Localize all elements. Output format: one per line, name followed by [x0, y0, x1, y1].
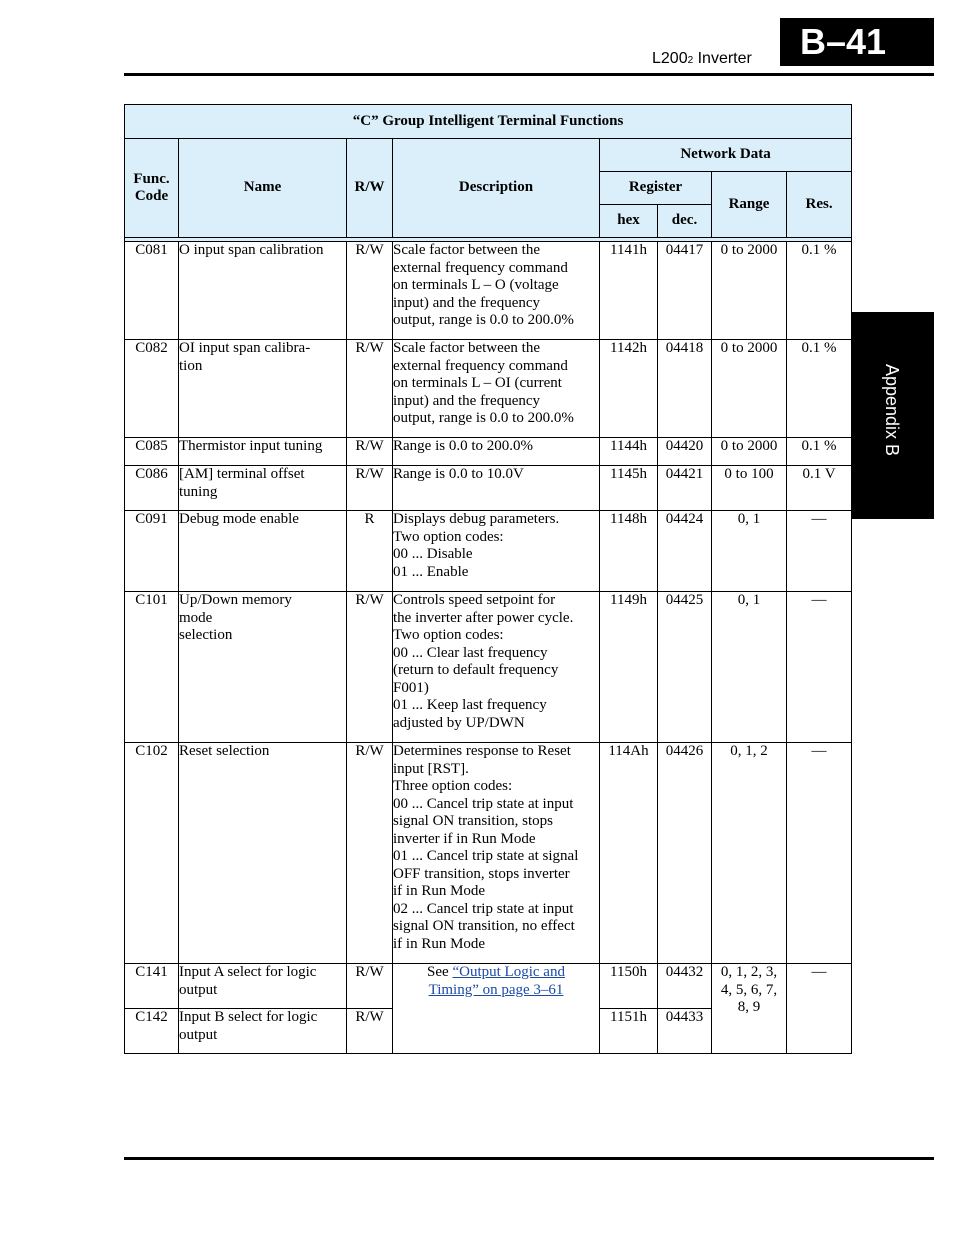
description-line: 02 ... Cancel trip state at input [393, 900, 574, 917]
name-cell [179, 242, 347, 340]
description-line: 00 ... Clear last frequency [393, 644, 548, 661]
name-cell [179, 1009, 347, 1054]
description-line: Two option codes: [393, 528, 504, 545]
range-cell: 0 to 2000 [712, 242, 787, 340]
description-cell [393, 466, 600, 511]
dec-cell: 04425 [658, 592, 712, 743]
col-res: Res. [787, 172, 852, 238]
hex-cell: 1148h [600, 511, 658, 592]
name-line: Reset selection [179, 743, 270, 759]
name-cell [179, 592, 347, 743]
description-line: F001) [393, 679, 429, 696]
description-line: Displays debug parameters. [393, 511, 560, 527]
name-cell [179, 340, 347, 438]
col-range: Range [712, 172, 787, 238]
output-logic-link-line2[interactable]: Timing” on page 3–61 [428, 981, 564, 998]
output-logic-link[interactable]: “Output Logic and [452, 964, 565, 980]
description-cell [393, 743, 600, 964]
range-cell: 0, 1 [712, 592, 787, 743]
res-cell: — [787, 511, 852, 592]
hex-cell: 1150h [600, 964, 658, 1009]
func-code-cell: C101 [125, 592, 179, 743]
col-rw: R/W [347, 139, 393, 238]
res-cell: 0.1 % [787, 438, 852, 466]
page-number-box [780, 18, 934, 66]
col-dec: dec. [658, 205, 712, 238]
description-cell [393, 242, 600, 340]
description-cell [393, 592, 600, 743]
product-suffix: Inverter [693, 50, 752, 67]
rw-cell: R/W [347, 1009, 393, 1054]
name-line: output [179, 981, 218, 998]
description-cell [393, 511, 600, 592]
dec-cell: 04417 [658, 242, 712, 340]
description-line: if in Run Mode [393, 935, 486, 952]
name-line: selection [179, 627, 233, 643]
table-caption: “C” Group Intelligent Terminal Functions [125, 105, 852, 139]
hex-cell: 1144h [600, 438, 658, 466]
table-row [125, 466, 852, 511]
hex-cell: 1142h [600, 340, 658, 438]
res-cell: 0.1 V [787, 466, 852, 511]
description-line: inverter if in Run Mode [393, 830, 536, 847]
dec-cell: 04420 [658, 438, 712, 466]
rw-cell: R/W [347, 242, 393, 340]
rw-cell: R/W [347, 438, 393, 466]
table-row [125, 511, 852, 592]
description-line: input) and the frequency [393, 392, 541, 409]
func-code-cell: C141 [125, 964, 179, 1009]
table-row [125, 592, 852, 743]
name-line: output [179, 1026, 218, 1043]
rw-cell: R [347, 511, 393, 592]
res-cell: — [787, 964, 852, 1054]
col-hex: hex [600, 205, 658, 238]
dec-cell: 04418 [658, 340, 712, 438]
description-line: Controls speed setpoint for [393, 592, 556, 608]
name-line: Input A select for logic [179, 964, 317, 980]
description-line: input [RST]. [393, 760, 469, 777]
hex-cell: 114Ah [600, 743, 658, 964]
description-line: external frequency command [393, 259, 568, 276]
hex-cell: 1149h [600, 592, 658, 743]
range-cell: 0, 1 [712, 511, 787, 592]
description-line: signal ON transition, stops [393, 813, 553, 829]
appendix-label: Appendix B [882, 364, 902, 457]
range-cell: 0, 1, 2 [712, 743, 787, 964]
page-number: B–41 [800, 21, 887, 62]
description-line: Scale factor between the [393, 340, 541, 356]
rw-cell: R/W [347, 340, 393, 438]
func-code-cell: C085 [125, 438, 179, 466]
description-line: OFF transition, stops inverter [393, 865, 570, 882]
func-code-cell: C102 [125, 743, 179, 964]
description-line: (return to default frequency [393, 662, 559, 678]
hex-cell: 1151h [600, 1009, 658, 1054]
rw-cell: R/W [347, 964, 393, 1009]
see-reference-cell [393, 964, 600, 1054]
name-cell [179, 438, 347, 466]
name-line: O input span calibration [179, 242, 324, 258]
description-line: the inverter after power cycle. [393, 609, 574, 626]
name-line: tion [179, 357, 203, 374]
description-line: on terminals L – OI (current [393, 375, 562, 391]
product-subscript: 2 [687, 55, 694, 66]
description-line: external frequency command [393, 357, 568, 374]
res-cell: 0.1 % [787, 340, 852, 438]
res-cell: — [787, 592, 852, 743]
hex-cell: 1145h [600, 466, 658, 511]
table-row [125, 438, 852, 466]
dec-cell: 04433 [658, 1009, 712, 1054]
product-name: L200 [652, 50, 688, 67]
rw-cell: R/W [347, 743, 393, 964]
dec-cell: 04424 [658, 511, 712, 592]
table-row [125, 340, 852, 438]
name-cell [179, 743, 347, 964]
hex-cell: 1141h [600, 242, 658, 340]
dec-cell: 04421 [658, 466, 712, 511]
name-cell [179, 511, 347, 592]
col-name: Name [179, 139, 347, 238]
description-line: Two option codes: [393, 627, 504, 643]
function-table [124, 104, 852, 1054]
name-line: OI input span calibra- [179, 340, 311, 356]
name-line: Up/Down memory [179, 592, 292, 608]
description-line: Determines response to Reset [393, 743, 571, 759]
name-line: Thermistor input tuning [179, 438, 323, 454]
range-cell: 0 to 2000 [712, 340, 787, 438]
footer-rule [124, 1157, 934, 1160]
description-line: if in Run Mode [393, 883, 486, 899]
table-row [125, 743, 852, 964]
description-line: input) and the frequency [393, 294, 541, 311]
name-line: mode [179, 609, 213, 626]
col-network-data: Network Data [600, 139, 852, 172]
description-line: Scale factor between the [393, 242, 541, 258]
dec-cell: 04432 [658, 964, 712, 1009]
rw-cell: R/W [347, 466, 393, 511]
dec-cell: 04426 [658, 743, 712, 964]
range-line: 0, 1, 2, 3, [720, 964, 778, 980]
description-line: Three option codes: [393, 778, 513, 794]
func-code-cell: C091 [125, 511, 179, 592]
func-code-cell: C081 [125, 242, 179, 340]
range-line: 8, 9 [737, 999, 761, 1015]
table-row [125, 964, 852, 1009]
res-cell: 0.1 % [787, 242, 852, 340]
col-func-code: Func. Code [125, 139, 179, 238]
description-line: 01 ... Enable [393, 563, 469, 580]
name-line: Debug mode enable [179, 511, 299, 527]
header-rule [124, 73, 934, 76]
rw-cell: R/W [347, 592, 393, 743]
running-header [652, 50, 752, 68]
name-cell [179, 466, 347, 511]
range-cell [712, 964, 787, 1054]
description-line: Range is 0.0 to 200.0% [393, 438, 533, 454]
table-body [125, 242, 852, 1054]
table-row [125, 242, 852, 340]
appendix-side-tab [851, 312, 934, 519]
func-code-cell: C082 [125, 340, 179, 438]
name-line: Input B select for logic [179, 1009, 318, 1025]
range-cell: 0 to 2000 [712, 438, 787, 466]
description-line: Range is 0.0 to 10.0V [393, 466, 524, 482]
description-line: 01 ... Cancel trip state at signal [393, 848, 579, 864]
see-prefix: See [427, 964, 453, 980]
name-cell [179, 964, 347, 1009]
description-line: 00 ... Disable [393, 546, 473, 562]
description-line: adjusted by UP/DWN [393, 714, 525, 731]
description-line: signal ON transition, no effect [393, 918, 575, 934]
col-description: Description [393, 139, 600, 238]
res-cell: — [787, 743, 852, 964]
range-cell: 0 to 100 [712, 466, 787, 511]
description-line: 00 ... Cancel trip state at input [393, 795, 574, 812]
name-line: tuning [179, 483, 218, 500]
col-register: Register [600, 172, 712, 205]
description-line: output, range is 0.0 to 200.0% [393, 410, 574, 426]
func-code-cell: C142 [125, 1009, 179, 1054]
description-cell [393, 438, 600, 466]
range-line: 4, 5, 6, 7, [720, 981, 778, 998]
func-code-cell: C086 [125, 466, 179, 511]
description-line: on terminals L – O (voltage [393, 277, 559, 293]
description-line: output, range is 0.0 to 200.0% [393, 312, 574, 328]
description-line: 01 ... Keep last frequency [393, 697, 547, 713]
description-cell [393, 340, 600, 438]
name-line: [AM] terminal offset [179, 466, 305, 482]
